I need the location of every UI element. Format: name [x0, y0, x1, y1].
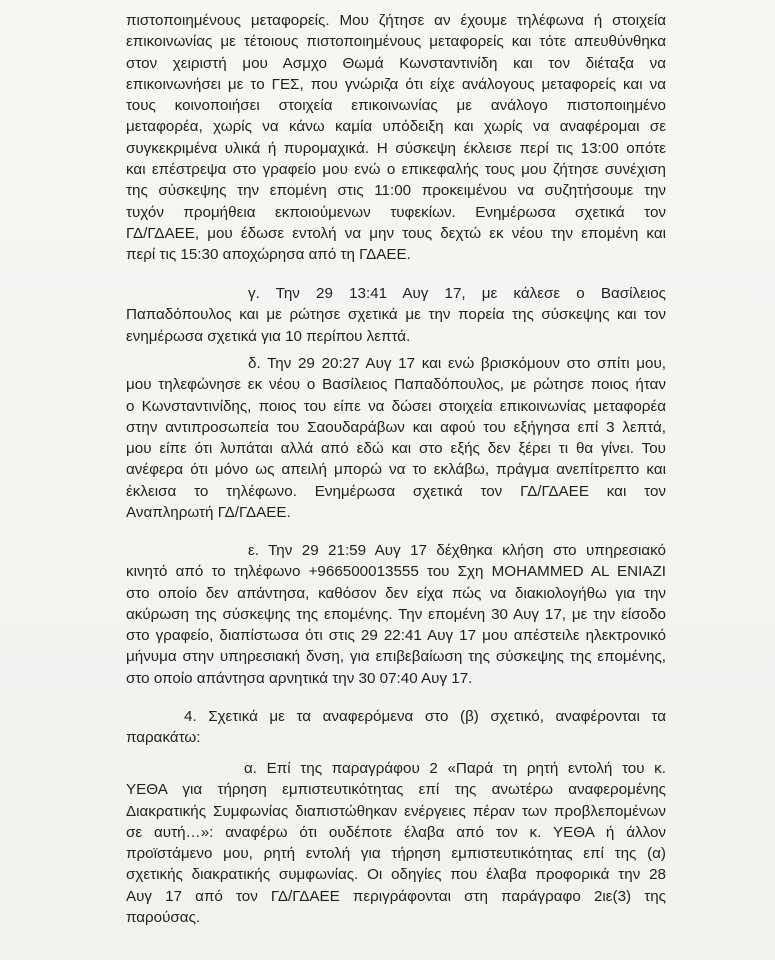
text-line: στο γραφείο, διαπίστωσα ότι στις 29 22:41 Αυγ 17 μου απέστειλε ηλεκτρονικό [126, 627, 666, 645]
text-line: ΓΔ/ΓΔΑΕΕ, μου έδωσε εντολή να μην τους δεχτώ εκ νέου την επομένη και [126, 224, 666, 242]
text-line: Αυγ 17 από τον ΓΔ/ΓΔΑΕΕ περιγράφονται στη παράγραφο 2ιε(3) της [126, 887, 666, 905]
text-line: σε αυτή…»: αναφέρω ότι ουδέποτε έλαβα από τον κ. ΥΕΘΑ ή άλλον [126, 823, 666, 841]
text-line: κινητό από το τηλέφωνο +966500013555 του Σχη MOHAMMED AL ENIAZI [126, 563, 666, 581]
text-line: σχετικής διακρατικής συμφωνίας. Οι οδηγίες που έλαβα προφορικά την 28 [126, 866, 666, 884]
text-line: ακύρωση της σύσκεψης της επομένης. Την επομένη 30 Αυγ 17, με την είσοδο [126, 605, 666, 623]
paragraph-four [126, 706, 666, 749]
text-line: Αναπληρωτή ΓΔ/ΓΔΑΕΕ. [126, 504, 291, 522]
text-fragment: α. Επί της παραγράφου 2 «Παρά τη ρητή εντολή του κ. [244, 760, 666, 777]
text-line: συγκεκριμένα υλικά ή πυρομαχικά. Η σύσκεψη έκλεισε περί τις 13:00 οπότε [126, 139, 666, 157]
text-line: μου είπε ότι λυπάται αλλά από εδώ και στο εξής δεν ξέρει τι θα γίνει. Του [126, 440, 666, 458]
subparagraph-gamma [126, 283, 666, 347]
text-line: στην αντιπροσωπεία του Σαουδαράβων και αφού του εξήγησα επί 3 λεπτά, [126, 418, 666, 436]
text-line: ανέφερα ότι μόνο ως απειλή μπορώ να το εκλάβω, πράγμα ανεπίτρεπτο και [126, 461, 666, 479]
text-line: ο Κωνσταντινίδης, ποιος του είπε να δώσει στοιχεία επικοινωνίας μεταφορέα [126, 397, 666, 415]
text-line: μεταφορέα, χωρίς να κάνω καμία υπόδειξη και χωρίς να αναφέρομαι σε [126, 118, 666, 136]
text-line: προϊστάμενο μου, ρητή εντολή για τήρηση εμπιστευτικότητας επί της (α) [126, 845, 666, 863]
text-line: Παπαδόπουλος και με ρώτησε σχετικά με την πορεία της σύσκεψης και τον [126, 306, 666, 324]
text-line [126, 540, 666, 561]
text-line: και επέστρεψα στο γραφείο μου ενώ ο επικεφαλής τους μου ζήτησε συνέχιση [126, 161, 666, 179]
text-line: έκλεισα το τηλέφωνο. Ενημέρωσα σχετικά τον ΓΔ/ΓΔΑΕΕ και τον [126, 482, 666, 500]
text-line [126, 283, 666, 304]
paragraph-continuation [126, 10, 666, 266]
text-line: περί τις 15:30 αποχώρησα από τη ΓΔΑΕΕ. [126, 246, 411, 264]
text-line [126, 706, 666, 727]
text-fragment: δ. Την 29 20:27 Αυγ 17 και ενώ βρισκόμουν στο σπίτι μου, [248, 355, 666, 372]
text-line: της σύσκεψης την επομένη στις 11:00 προκειμένου να συζητήσουμε την [126, 182, 666, 200]
text-line: παρακάτω: [126, 729, 201, 747]
text-line: τυχόν προμήθεια εκποιούμενων τυφεκίων. Ενημέρωσα σχετικά τον [126, 203, 666, 221]
text-fragment: ε. Την 29 21:59 Αυγ 17 δέχθηκα κλήση στο υπηρεσιακό [248, 542, 666, 559]
subparagraph-delta [126, 353, 666, 523]
text-line [126, 758, 666, 779]
text-line: τους κοινοποιήσει στοιχεία επικοινωνίας με ανάλογο πιστοποιημένο [126, 97, 666, 115]
text-line: παρούσας. [126, 909, 201, 927]
text-line: στο οποίο απάντησα αρνητικά την 30 07:40 Αυγ 17. [126, 669, 473, 687]
text-line: πιστοποιημένους μεταφορείς. Μου ζήτησε αν έχουμε τηλέφωνα ή στοιχεία [126, 12, 666, 29]
text-line: ΥΕΘΑ για τήρηση εμπιστευτικότητας επί της ανωτέρω αναφερομένης [126, 781, 666, 799]
text-line: Διακρατικής Συμφωνίας διαπιστώθηκαν ενέργειες πέραν των προβλεπομένων [126, 802, 666, 820]
text-line [126, 353, 666, 374]
text-line: επικοινωνήσει με το ΓΕΣ, που γνώριζα ότι είχε ανάλογους μεταφορείς και να [126, 75, 666, 93]
text-line: ενημέρωσα σχετικά για 10 περίπου λεπτά. [126, 327, 411, 345]
text-line: στο οποίο δεν απάντησα, καθόσον δεν είχα πώς να διακιολογήθω για την [126, 584, 666, 602]
text-fragment: 4. Σχετικά με τα αναφερόμενα στο (β) σχετικό, αναφέρονται τα [184, 708, 666, 725]
text-line: μου τηλεφώνησε εκ νέου ο Βασίλειος Παπαδόπουλος, με ρώτησε ποιος ήταν [126, 376, 666, 394]
text-line: μήνυμα στην υπηρεσιακή δνση, για επιβεβαίωση της σύσκεψης της επομένης, [126, 648, 666, 666]
text-line: στον χειριστή μου Ασμχο Θωμά Κωνσταντινίδη και τον διέταξα να [126, 54, 666, 72]
text-line: επικοινωνίας με τέτοιους πιστοποιημένους μεταφορείς και τότε απευθύνθηκα [126, 33, 666, 51]
text-fragment: γ. Την 29 13:41 Αυγ 17, με κάλεσε ο Βασίλειος [248, 285, 666, 302]
subparagraph-alpha [126, 758, 666, 928]
subparagraph-epsilon [126, 540, 666, 689]
